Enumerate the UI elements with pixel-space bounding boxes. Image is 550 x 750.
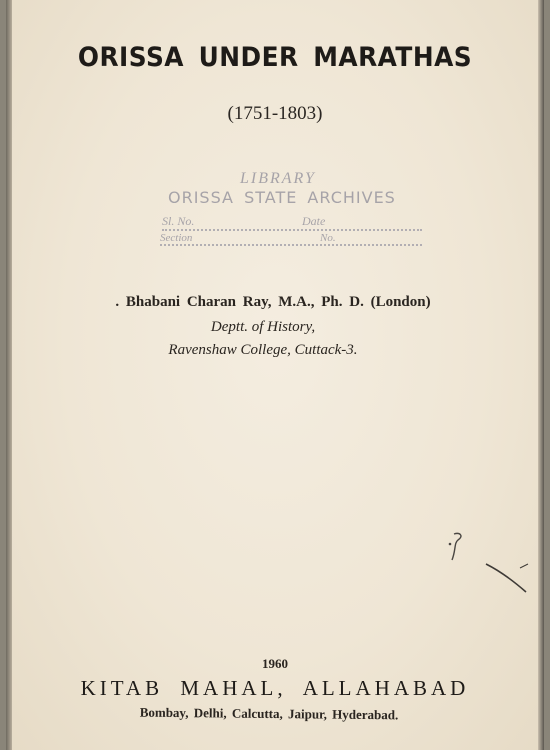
stamp-sl-no-label: Sl. No. xyxy=(162,214,195,228)
stamp-archive-text: ORISSA STATE ARCHIVES xyxy=(168,188,396,207)
publisher-cities: Bombay, Delhi, Calcutta, Jaipur, Hyderabad. xyxy=(139,704,399,723)
author-department: Deptt. of History, xyxy=(210,319,316,335)
pencil-stroke-icon xyxy=(484,560,534,596)
stamp-date-label: Date xyxy=(302,214,326,228)
book-years: (1751-1803) xyxy=(227,103,323,124)
book-title: ORISSA UNDER MARATHAS xyxy=(77,42,473,73)
stamp-row-section xyxy=(160,232,422,246)
library-stamp xyxy=(156,170,426,250)
stamp-row-serial xyxy=(162,214,422,231)
author-line: . Bhabani Charan Ray, M.A., Ph. D. (London) xyxy=(115,294,431,310)
publisher-name: KITAB MAHAL, ALLAHABAD xyxy=(80,676,470,700)
publication-year: 1960 xyxy=(262,656,288,671)
pencil-mark-icon xyxy=(444,530,468,564)
title-page xyxy=(6,0,544,750)
stamp-library-text: LIBRARY xyxy=(240,170,316,187)
stamp-no-label: No. xyxy=(320,232,336,244)
stamp-section-label: Section xyxy=(160,232,193,244)
author-college: Ravenshaw College, Cuttack-3. xyxy=(168,342,358,358)
